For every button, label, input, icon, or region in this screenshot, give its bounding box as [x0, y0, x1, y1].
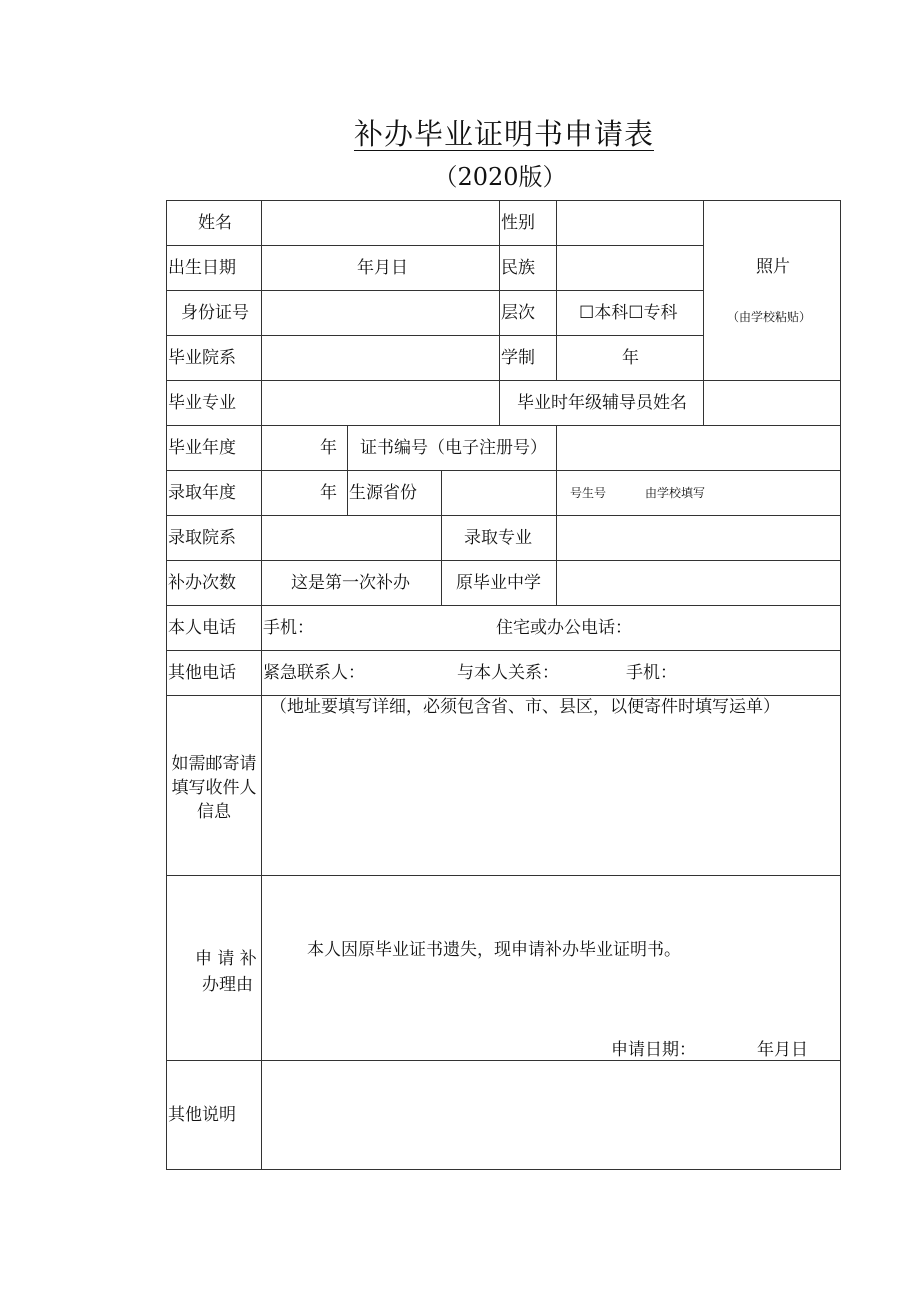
col-divider: [261, 200, 262, 1170]
cert-number-label: 证书编号（电子注册号）: [360, 438, 547, 458]
table-border-left: [166, 200, 167, 1170]
level-label: 层次: [501, 303, 535, 323]
photo-label: 照片: [756, 257, 790, 277]
photo-note: （由学校粘贴）: [727, 310, 812, 324]
phone-label: 本人电话: [168, 618, 236, 638]
row-divider: [166, 650, 841, 651]
mailing-info-label: 如需邮寄请 填写收件人 信息: [171, 754, 257, 822]
col-divider: [556, 425, 557, 605]
admit-major-label: 录取专业: [464, 528, 532, 548]
gender-label: 性别: [501, 213, 535, 233]
duration-value: 年: [622, 348, 639, 368]
row-divider: [166, 560, 841, 561]
apply-date-value: 年月日: [757, 1040, 808, 1060]
col-divider: [499, 200, 500, 381]
row-divider: [166, 515, 841, 516]
table-border-right: [840, 200, 841, 1170]
birth-date-value: 年月日: [357, 258, 408, 278]
row-divider: [166, 425, 841, 426]
emergency-mobile-label: 手机：: [626, 663, 677, 683]
row-divider: [166, 380, 841, 381]
grad-major-label: 毕业专业: [168, 393, 236, 413]
col-divider: [347, 425, 348, 515]
counselor-label: 毕业时年级辅导员姓名: [517, 393, 687, 413]
row-divider: [166, 335, 703, 336]
home-office-phone-label: 住宅或办公电话：: [496, 618, 632, 638]
apply-date-label: 申请日期：: [611, 1040, 696, 1060]
page-title: 补办毕业证明书申请表: [353, 117, 654, 151]
grad-dept-label: 毕业院系: [168, 348, 236, 368]
row-divider: [166, 875, 841, 876]
col-divider: [556, 200, 557, 381]
other-phone-label: 其他电话: [168, 663, 236, 683]
relationship-label: 与本人关系：: [457, 663, 559, 683]
mobile-label: 手机：: [263, 618, 314, 638]
ethnicity-label: 民族: [501, 258, 535, 278]
row-divider: [166, 245, 703, 246]
id-number-label: 身份证号: [181, 303, 249, 323]
page-subtitle: （2020版）: [433, 163, 567, 191]
other-notes-label: 其他说明: [168, 1105, 236, 1125]
col-divider: [703, 200, 704, 425]
reason-label: 申 请 补 办理由: [195, 949, 257, 995]
admit-dept-label: 录取院系: [168, 528, 236, 548]
grad-year-value: 年: [320, 438, 337, 458]
row-divider: [166, 695, 841, 696]
admit-year-value: 年: [320, 483, 337, 503]
row-divider: [166, 470, 841, 471]
row-divider: [166, 1060, 841, 1061]
reissue-times-value: 这是第一次补办: [291, 573, 410, 593]
row-divider: [166, 290, 703, 291]
reissue-times-label: 补办次数: [168, 573, 236, 593]
origin-province-label: 生源省份: [349, 483, 417, 503]
reason-text: 本人因原毕业证书遗失，现申请补办毕业证明书。: [307, 940, 681, 960]
grad-year-label: 毕业年度: [168, 438, 236, 458]
table-border-top: [166, 200, 841, 201]
row-divider: [166, 605, 841, 606]
duration-label: 学制: [501, 348, 535, 368]
col-divider: [441, 470, 442, 605]
exam-number-label: 号生号: [570, 486, 607, 500]
table-border-bottom: [166, 1169, 841, 1170]
admit-year-label: 录取年度: [168, 483, 236, 503]
name-label: 姓名: [198, 213, 232, 233]
high-school-label: 原毕业中学: [456, 573, 541, 593]
col-divider: [499, 380, 500, 425]
mailing-address-note: （地址要填写详细，必须包含省、市、县区，以便寄件时填写运单）: [270, 697, 780, 717]
exam-number-note: 由学校填写: [645, 486, 706, 500]
emergency-contact-label: 紧急联系人：: [263, 663, 365, 683]
level-checkboxes[interactable]: ☐本科☐专科: [579, 303, 678, 323]
birth-date-label: 出生日期: [168, 258, 236, 278]
